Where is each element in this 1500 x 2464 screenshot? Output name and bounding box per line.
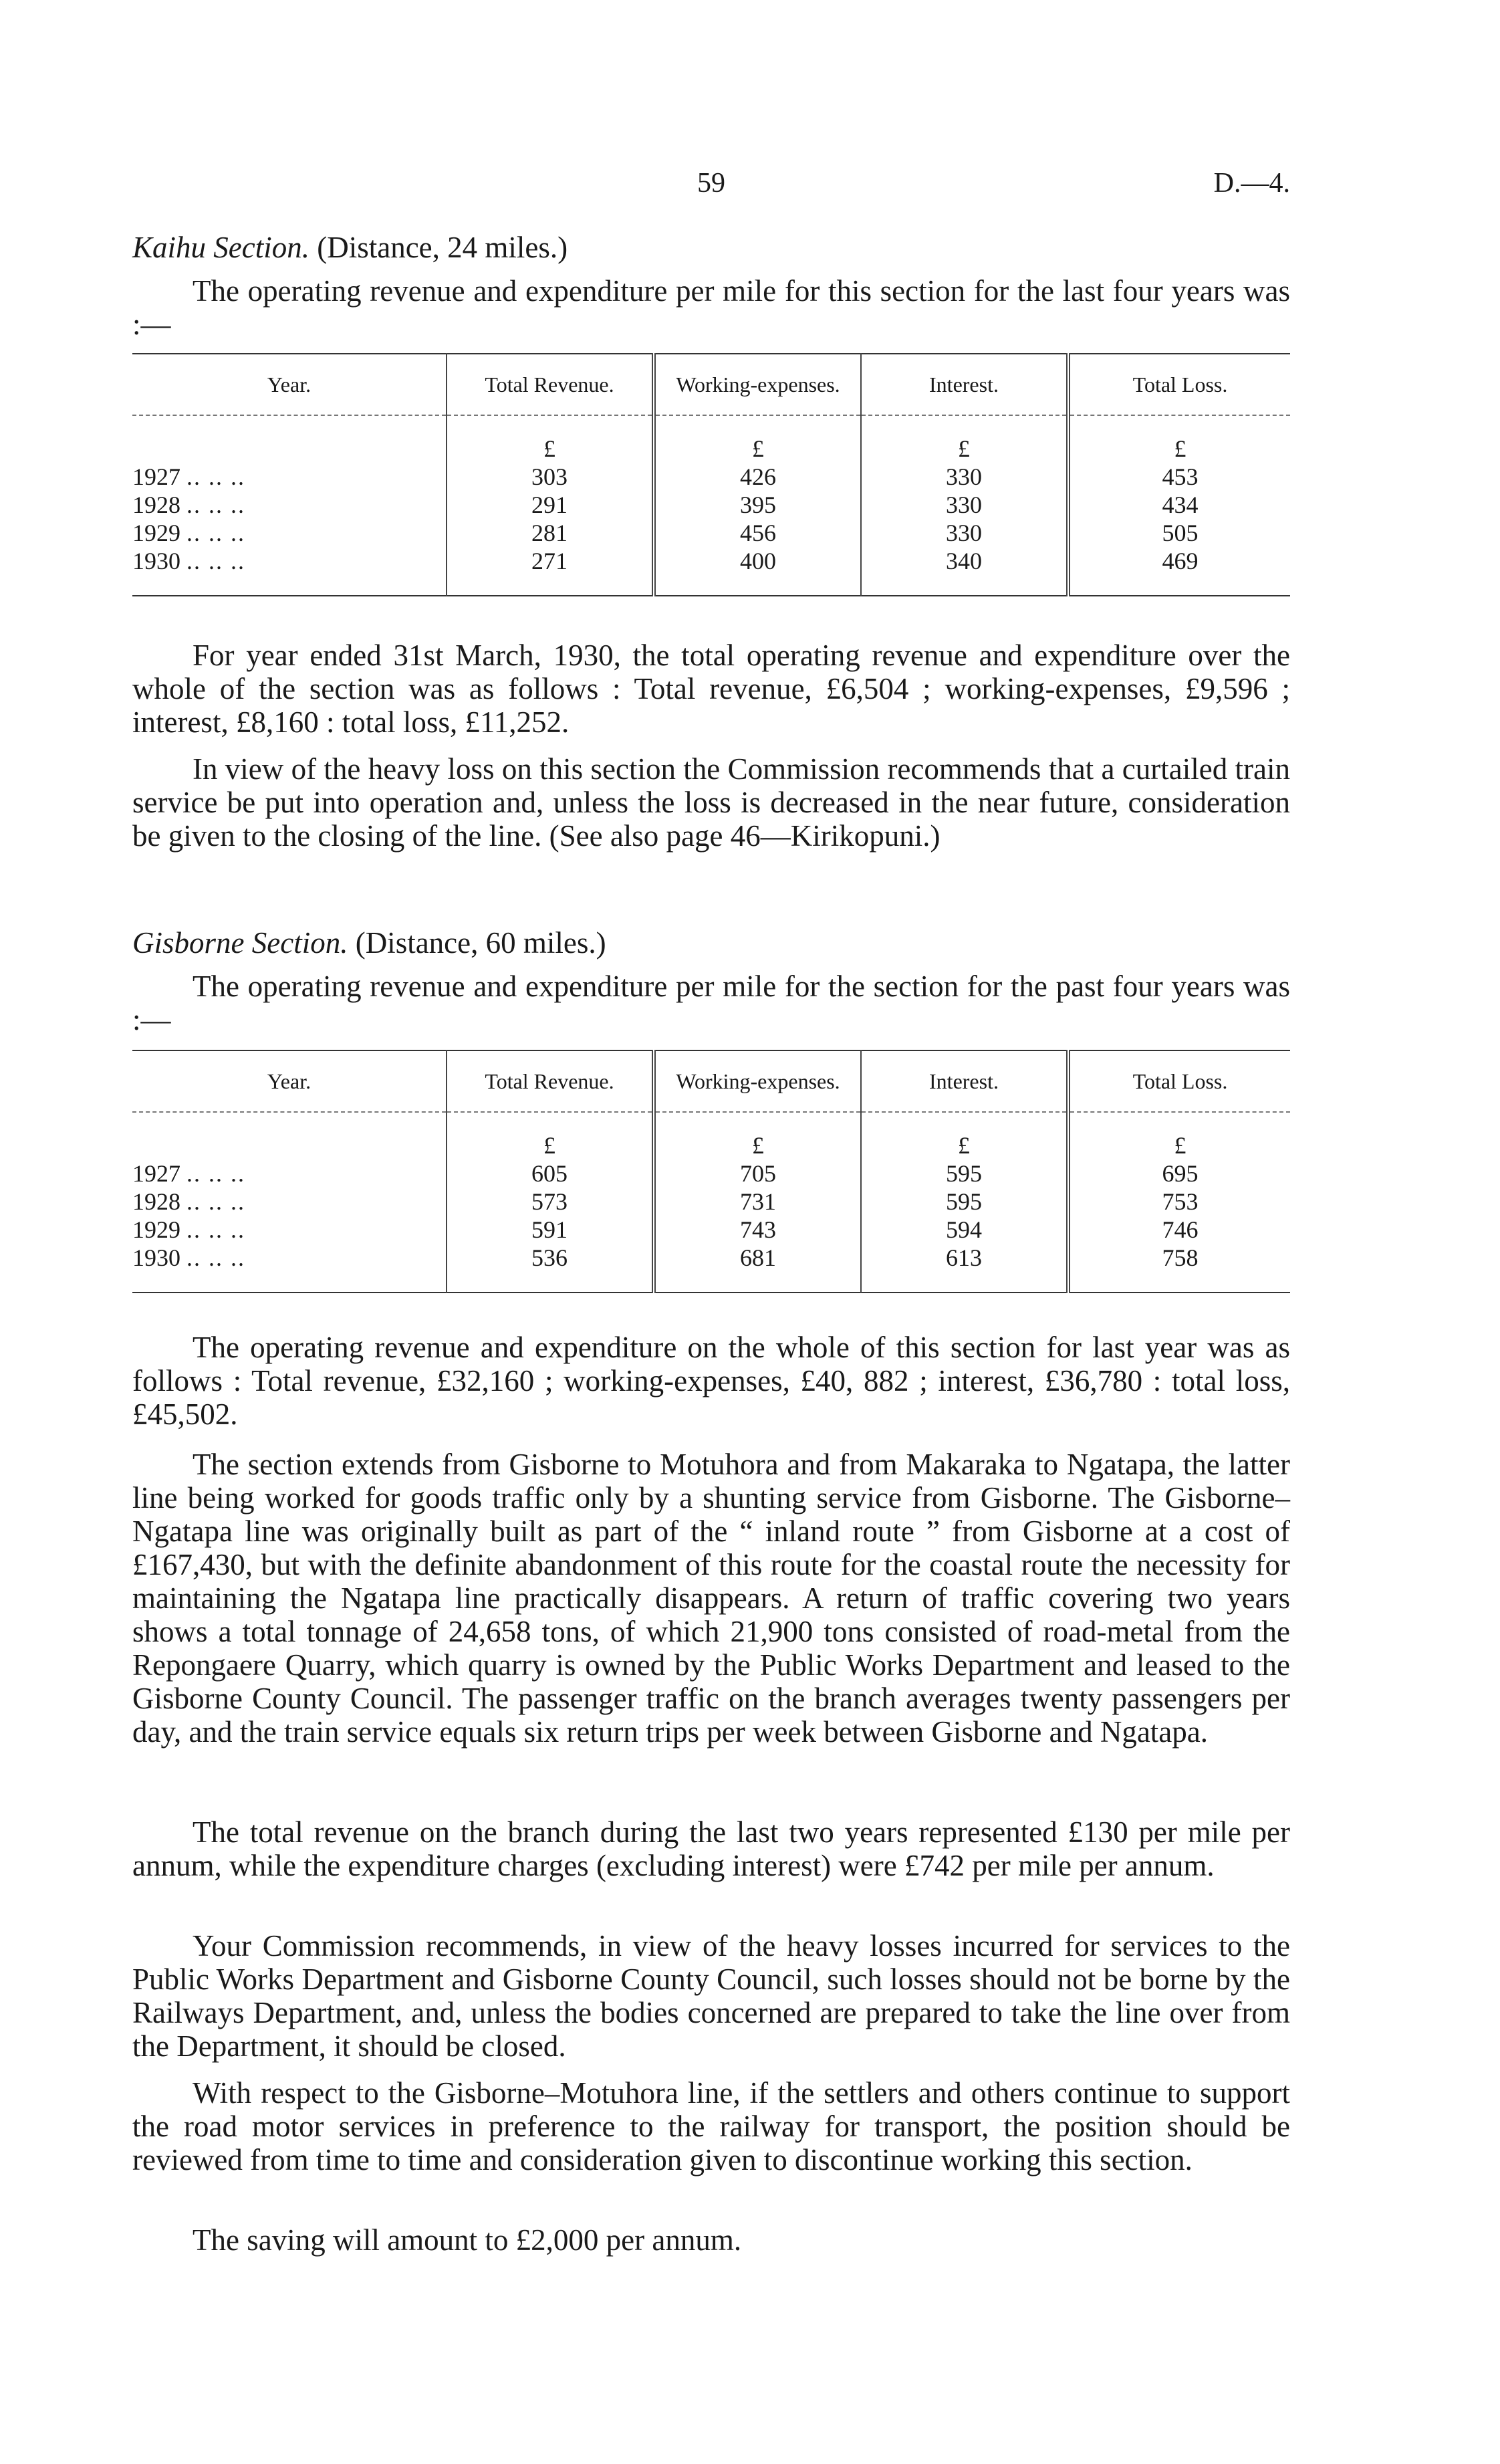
kaihu-section-heading: [132, 231, 1290, 264]
revenue-cell: 291: [447, 491, 654, 519]
expenses-cell: 426: [654, 463, 861, 491]
kaihu-table-header-row: [132, 354, 1290, 415]
column-header-year: Year.: [132, 354, 447, 415]
interest-cell: 330: [861, 463, 1068, 491]
column-header-working-expenses: Working-expenses.: [654, 354, 861, 415]
gisborne-section-distance: (Distance, 60 miles.): [355, 926, 606, 960]
leader-dots: .. .. ..: [186, 1188, 245, 1215]
currency-symbol: £: [861, 1131, 1068, 1159]
revenue-cell: 271: [447, 547, 654, 575]
gisborne-intro: The operating revenue and expenditure per mile for the section for the past four years was :—: [132, 970, 1290, 1036]
table-row: [132, 1216, 1290, 1244]
loss-cell: 758: [1068, 1244, 1290, 1272]
currency-symbol: £: [861, 435, 1068, 463]
currency-row: [132, 435, 1290, 463]
year-cell: 1928: [132, 491, 180, 518]
interest-cell: 613: [861, 1244, 1068, 1272]
page-number: 59: [697, 168, 725, 199]
column-header-total-loss: Total Loss.: [1068, 1050, 1290, 1112]
interest-cell: 330: [861, 491, 1068, 519]
gisborne-paragraph-1: The operating revenue and expenditure on the whole of this section for last year was as follows : Total revenue, £32,160 ; working-expenses, £40, 882 ; interest, £36,780 : total loss, £45,502.: [132, 1331, 1290, 1431]
gisborne-paragraph-2: The section extends from Gisborne to Motuhora and from Makaraka to Ngatapa, the latter line being worked for goods traffic only by a shunting service from Gisborne. The Gisborne–Ngatapa line was originally built as part of the “ inland route ” from Gisborne at a cost of £167,430, but with the definite abandonment of this route for the coastal route the necessity for maintaining the Ngatapa line practically disappears. A return of traffic covering two years shows a total tonnage of 24,658 tons, of which 21,900 tons consisted of road-metal from the Repongaere Quarry, which quarry is owned by the Public Works Department and leased to the Gisborne County Council. The passenger traffic on the branch averages twenty passengers per day, and the train service equals six return trips per week between Gisborne and Ngatapa.: [132, 1448, 1290, 1749]
leader-dots: .. .. ..: [186, 463, 245, 490]
interest-cell: 595: [861, 1188, 1068, 1216]
revenue-cell: 536: [447, 1244, 654, 1272]
gisborne-table-header-row: [132, 1050, 1290, 1112]
year-cell: 1927: [132, 463, 180, 490]
document-reference: D.—4.: [1213, 168, 1290, 199]
column-header-total-revenue: Total Revenue.: [447, 1050, 654, 1112]
revenue-cell: 573: [447, 1188, 654, 1216]
leader-dots: .. .. ..: [186, 1216, 245, 1243]
table-row: [132, 491, 1290, 519]
kaihu-section-title: Kaihu Section.: [132, 231, 309, 264]
gisborne-table: [132, 1050, 1290, 1293]
gisborne-paragraph-4: Your Commission recommends, in view of the heavy losses incurred for services to the Public Works Department and Gisborne County Council, such losses should not be borne by the Railways Department, and, unless the bodies concerned are prepared to take the line over from the Department, it should be closed.: [132, 1929, 1290, 2063]
table-row: [132, 1159, 1290, 1188]
column-header-interest: Interest.: [861, 354, 1068, 415]
table-row: [132, 1244, 1290, 1272]
leader-dots: .. .. ..: [186, 1160, 245, 1187]
currency-symbol: £: [654, 435, 861, 463]
expenses-cell: 705: [654, 1159, 861, 1188]
loss-cell: 505: [1068, 519, 1290, 547]
table-row: [132, 519, 1290, 547]
gisborne-paragraph-5: With respect to the Gisborne–Motuhora line, if the settlers and others continue to support the road motor services in preference to the railway for transport, the position should be reviewed from time to time and consideration given to discontinue working this section.: [132, 2076, 1290, 2176]
page-header: [132, 167, 1290, 207]
gisborne-section-heading: [132, 926, 1290, 960]
loss-cell: 695: [1068, 1159, 1290, 1188]
revenue-cell: 591: [447, 1216, 654, 1244]
leader-dots: .. .. ..: [186, 491, 245, 518]
expenses-cell: 400: [654, 547, 861, 575]
year-cell: 1927: [132, 1160, 180, 1187]
currency-symbol: £: [447, 435, 654, 463]
table-row: [132, 463, 1290, 491]
leader-dots: .. .. ..: [186, 1244, 245, 1271]
currency-symbol: £: [654, 1131, 861, 1159]
kaihu-paragraph-1: For year ended 31st March, 1930, the total operating revenue and expenditure over the whole of the section was as follows : Total revenue, £6,504 ; working-expenses, £9,596 ; interest, £8,160 : total loss, £11,252.: [132, 639, 1290, 739]
loss-cell: 434: [1068, 491, 1290, 519]
revenue-cell: 281: [447, 519, 654, 547]
interest-cell: 594: [861, 1216, 1068, 1244]
column-header-year: Year.: [132, 1050, 447, 1112]
column-header-total-revenue: Total Revenue.: [447, 354, 654, 415]
expenses-cell: 743: [654, 1216, 861, 1244]
table-row: [132, 1188, 1290, 1216]
kaihu-intro: The operating revenue and expenditure per mile for this section for the last four years was :—: [132, 274, 1290, 341]
expenses-cell: 456: [654, 519, 861, 547]
currency-symbol: £: [1068, 435, 1290, 463]
expenses-cell: 681: [654, 1244, 861, 1272]
year-cell: 1930: [132, 548, 180, 574]
loss-cell: 746: [1068, 1216, 1290, 1244]
loss-cell: 469: [1068, 547, 1290, 575]
loss-cell: 453: [1068, 463, 1290, 491]
leader-dots: .. .. ..: [186, 520, 245, 546]
expenses-cell: 731: [654, 1188, 861, 1216]
year-cell: 1928: [132, 1188, 180, 1215]
expenses-cell: 395: [654, 491, 861, 519]
revenue-cell: 605: [447, 1159, 654, 1188]
kaihu-table: [132, 353, 1290, 596]
leader-dots: .. .. ..: [186, 548, 245, 574]
interest-cell: 340: [861, 547, 1068, 575]
kaihu-paragraph-2: In view of the heavy loss on this section the Commission recommends that a curtailed train service be put into operation and, unless the loss is decreased in the near future, consideration be given to the closing of the line. (See also page 46—Kirikopuni.): [132, 752, 1290, 853]
kaihu-section-distance: (Distance, 24 miles.): [317, 231, 568, 264]
revenue-cell: 303: [447, 463, 654, 491]
gisborne-paragraph-6: The saving will amount to £2,000 per annum.: [193, 2223, 742, 2257]
table-row: [132, 547, 1290, 575]
year-cell: 1929: [132, 520, 180, 546]
gisborne-paragraph-3: The total revenue on the branch during the last two years represented £130 per mile per annum, while the expenditure charges (excluding interest) were £742 per mile per annum.: [132, 1815, 1290, 1882]
column-header-total-loss: Total Loss.: [1068, 354, 1290, 415]
gisborne-section-title: Gisborne Section.: [132, 926, 348, 960]
year-cell: 1930: [132, 1244, 180, 1271]
column-header-interest: Interest.: [861, 1050, 1068, 1112]
currency-symbol: £: [1068, 1131, 1290, 1159]
year-cell: 1929: [132, 1216, 180, 1243]
currency-symbol: £: [447, 1131, 654, 1159]
interest-cell: 330: [861, 519, 1068, 547]
currency-row: [132, 1131, 1290, 1159]
column-header-working-expenses: Working-expenses.: [654, 1050, 861, 1112]
loss-cell: 753: [1068, 1188, 1290, 1216]
interest-cell: 595: [861, 1159, 1068, 1188]
